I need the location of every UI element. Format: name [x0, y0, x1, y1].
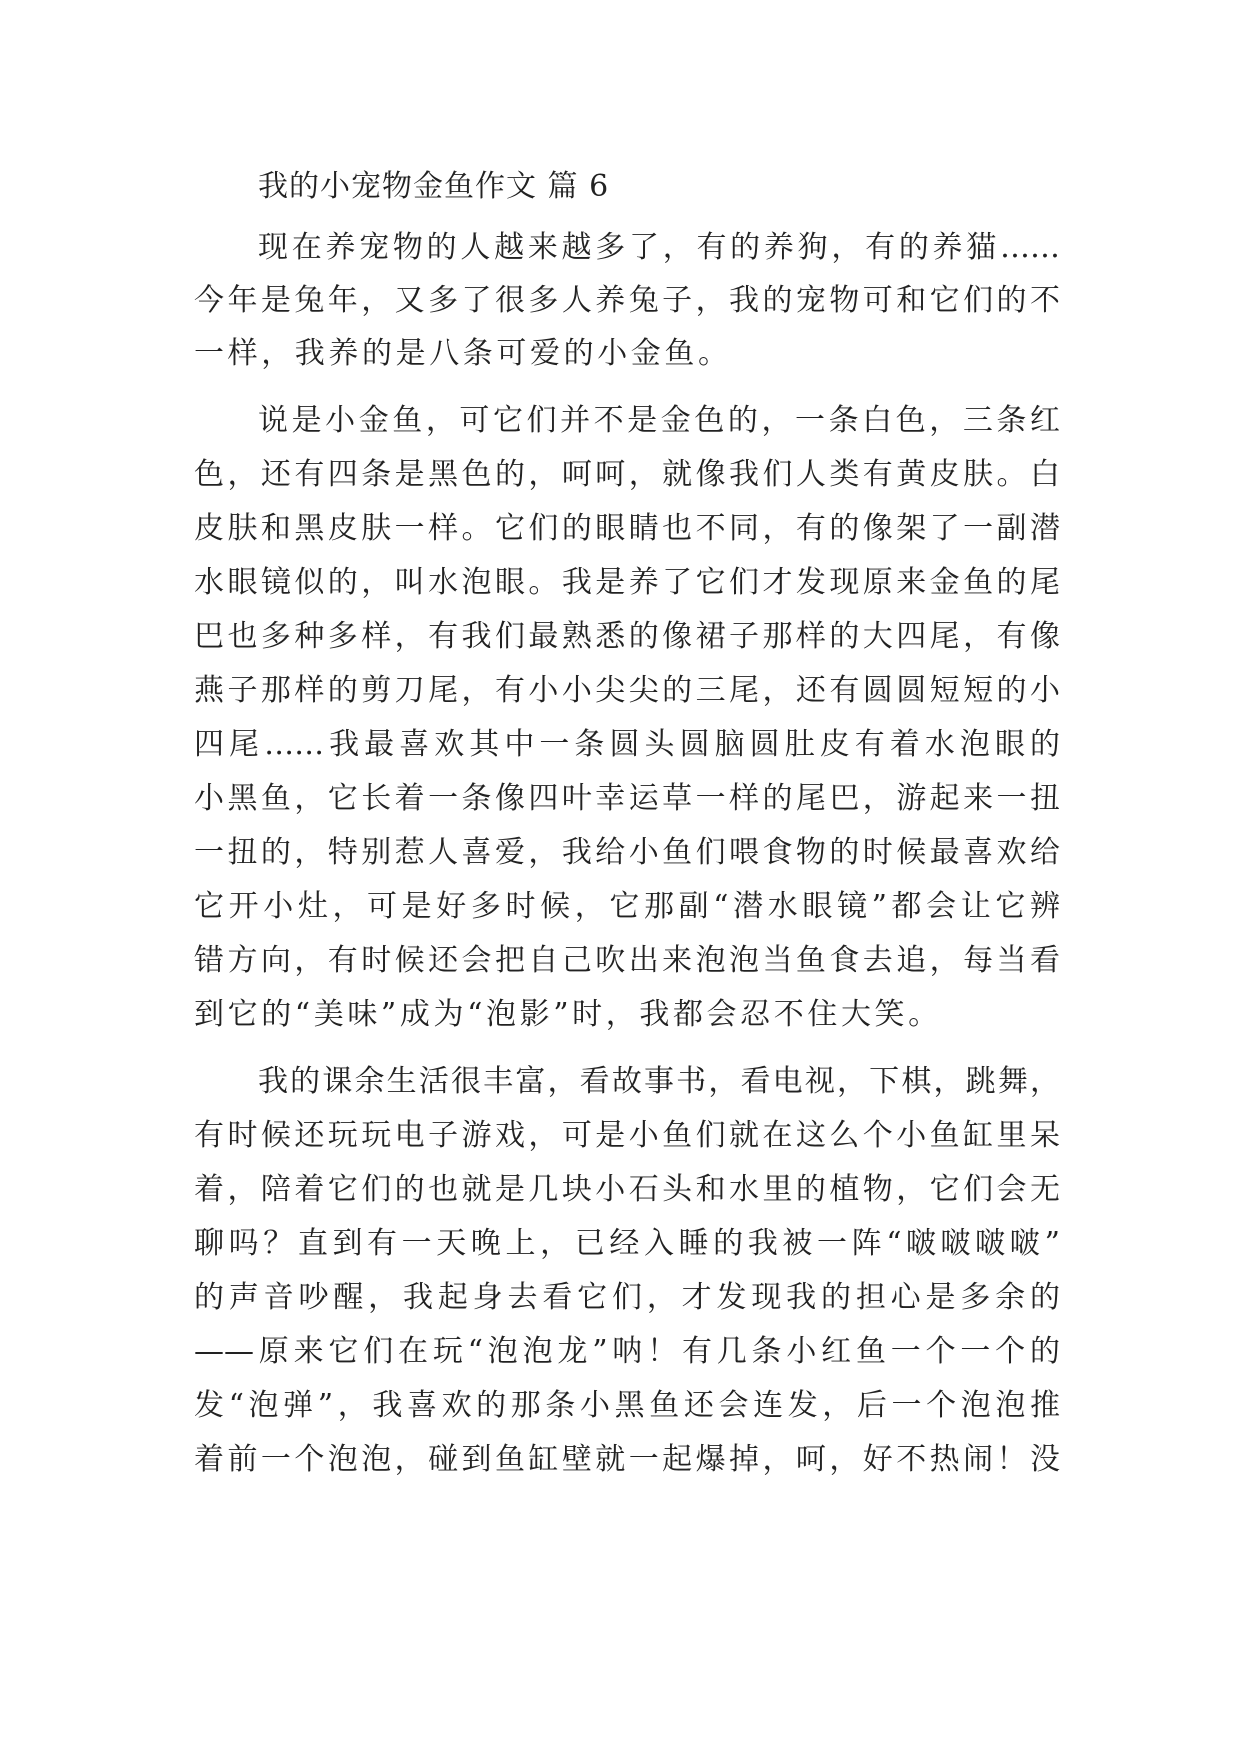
paragraph-2-line-5: 巴也多种多样，有我们最熟悉的像裙子那样的大四尾，有像	[194, 619, 1060, 654]
paragraph-2-line-8: 小黑鱼，它长着一条像四叶幸运草一样的尾巴，游起来一扭	[194, 781, 1060, 816]
paragraph-3-line-6: ——原来它们在玩“泡泡龙”呐！有几条小红鱼一个一个的	[194, 1334, 1060, 1369]
paragraph-3-line-2: 有时候还玩玩电子游戏，可是小鱼们就在这么个小鱼缸里呆	[194, 1118, 1060, 1153]
paragraph-2-line-4: 水眼镜似的，叫水泡眼。我是养了它们才发现原来金鱼的尾	[194, 565, 1060, 600]
paragraph-1-line-1: 现在养宠物的人越来越多了，有的养狗，有的养猫……	[258, 230, 1060, 265]
paragraph-3-line-5: 的声音吵醒，我起身去看它们，才发现我的担心是多余的	[194, 1280, 1060, 1315]
paragraph-3-line-4: 聊吗？直到有一天晚上，已经入睡的我被一阵“啵啵啵啵”	[194, 1226, 1060, 1261]
paragraph-2-line-10: 它开小灶，可是好多时候，它那副“潜水眼镜”都会让它辨	[194, 889, 1060, 924]
paragraph-2-line-3: 皮肤和黑皮肤一样。它们的眼睛也不同，有的像架了一副潜	[194, 511, 1060, 546]
paragraph-1-line-3: 一样，我养的是八条可爱的小金鱼。	[194, 336, 732, 371]
paragraph-2-line-7: 四尾……我最喜欢其中一条圆头圆脑圆肚皮有着水泡眼的	[194, 727, 1060, 762]
paragraph-3-line-8: 着前一个泡泡，碰到鱼缸壁就一起爆掉，呵，好不热闹！没	[194, 1442, 1060, 1477]
paragraph-3-line-1: 我的课余生活很丰富，看故事书，看电视，下棋，跳舞，	[258, 1064, 1060, 1099]
paragraph-2-line-1: 说是小金鱼，可它们并不是金色的，一条白色，三条红	[258, 403, 1060, 438]
paragraph-2-line-9: 一扭的，特别惹人喜爱，我给小鱼们喂食物的时候最喜欢给	[194, 835, 1060, 870]
paragraph-2-line-2: 色，还有四条是黑色的，呵呵，就像我们人类有黄皮肤。白	[194, 457, 1060, 492]
paragraph-2-line-12: 到它的“美味”成为“泡影”时，我都会忍不住大笑。	[194, 997, 942, 1032]
paragraph-2-line-6: 燕子那样的剪刀尾，有小小尖尖的三尾，还有圆圆短短的小	[194, 673, 1060, 708]
essay-title: 我的小宠物金鱼作文 篇 6	[258, 169, 610, 204]
paragraph-2-line-11: 错方向，有时候还会把自己吹出来泡泡当鱼食去追，每当看	[194, 943, 1060, 978]
paragraph-1-line-2: 今年是兔年，又多了很多人养兔子，我的宠物可和它们的不	[194, 283, 1060, 318]
paragraph-3-line-7: 发“泡弹”，我喜欢的那条小黑鱼还会连发，后一个泡泡推	[194, 1388, 1060, 1423]
paragraph-3-line-3: 着，陪着它们的也就是几块小石头和水里的植物，它们会无	[194, 1172, 1060, 1207]
